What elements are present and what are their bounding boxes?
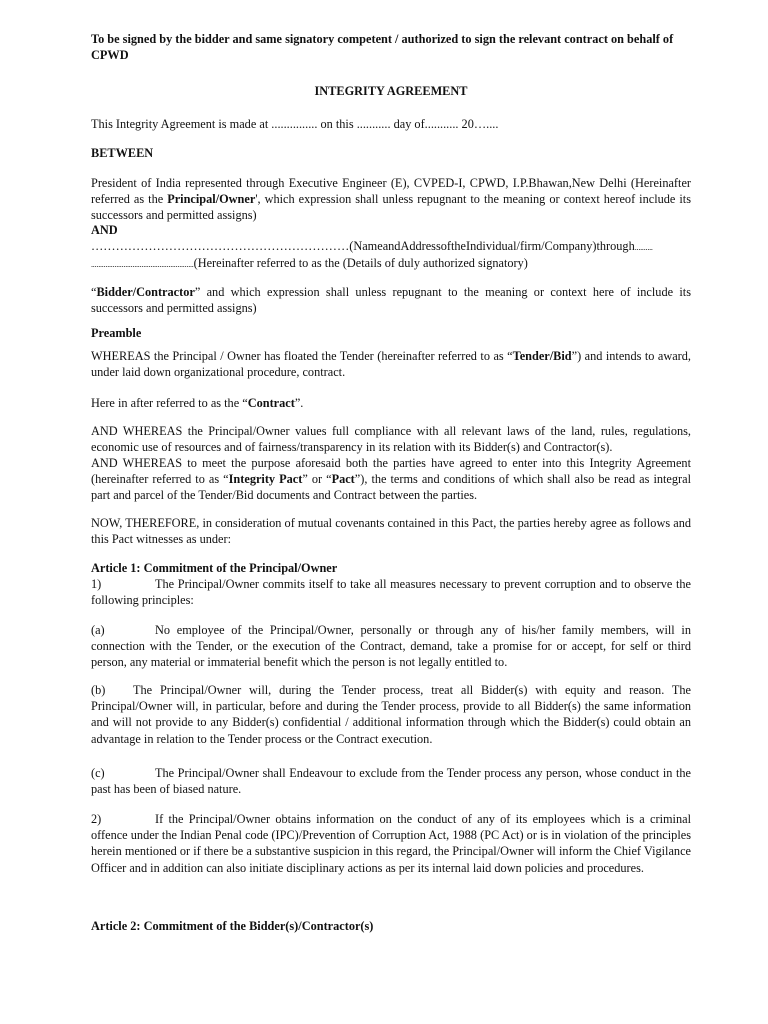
preamble-heading: Preamble: [91, 326, 142, 340]
bidder-contractor-term: Bidder/Contractor: [96, 285, 195, 299]
clause-c-label: (c): [91, 766, 105, 780]
whereas-purpose-paragraph: [91, 455, 691, 504]
article1-clause-c: [91, 765, 691, 797]
clause-c-text: The Principal/Owner shall Endeavour to exclude from the Tender process any person, whose conduct in the past has been of biased nature.: [91, 766, 691, 797]
contract-term: Contract: [247, 396, 295, 410]
contract-definition-start: Here in after referred to as the “: [91, 396, 248, 410]
whereas-purpose-end: ”), the terms and conditions of which shall also be read as integral part and parcel of the Tender/Bid documents and Contract between the parties.: [91, 472, 692, 503]
contract-definition-end: ”.: [294, 396, 304, 410]
whereas-purpose-mid: ” or “: [302, 472, 332, 487]
and-heading: AND: [91, 223, 118, 237]
article1-clause1: [91, 576, 691, 608]
between-heading: BETWEEN: [91, 146, 154, 160]
article1-clause-a: [91, 622, 691, 671]
principal-text-start: President of India represented through Executive Engineer (E), CVPED-I, CPWD, I.P.Bhawan,New Delhi (Hereinafter referred as the: [91, 176, 691, 207]
principal-paragraph: [91, 175, 691, 224]
article1-clause2: [91, 811, 691, 876]
signatory-line: [91, 255, 691, 273]
whereas-tender-paragraph: [91, 348, 691, 380]
signatory-blank: .........................................................: [91, 260, 194, 269]
bidder-through-blank: ..........: [634, 243, 653, 252]
article1-clause-b: [91, 682, 691, 747]
whereas-tender-start: WHEREAS the Principal / Owner has floated the Tender (hereinafter referred to as “: [91, 349, 513, 363]
clause2-text: If the Principal/Owner obtains information on the conduct of any of its employees which is a criminal offence under the Indian Penal code (IPC)/Prevention of Corruption Act, 1988 (PC Act) or is in violation of the principles herein mentioned or if there be a substantive suspicion in this regard, the Principal/Owner will inform the Chief Vigilance Officer and in addition can also initiate disciplinary actions as per its internal laid down policies and procedures.: [91, 812, 691, 875]
agreement-intro-line: This Integrity Agreement is made at ............... on this ........... day of........... 20…....: [91, 117, 499, 131]
now-therefore-paragraph: NOW, THEREFORE, in consideration of mutual covenants contained in this Pact, the parties hereby agree as follows and this Pact witnesses as under:: [91, 516, 691, 547]
article2-heading: Article 2: Commitment of the Bidder(s)/Contractor(s): [91, 919, 374, 933]
open-quote: “: [91, 285, 97, 299]
document-title: INTEGRITY AGREEMENT: [314, 84, 468, 98]
principal-owner-term: Principal/Owner: [167, 192, 256, 207]
bidder-definition-text: ” and which expression shall unless repugnant to the meaning or context here of include its successors and permitted assigns): [91, 285, 691, 316]
clause1-text: The Principal/Owner commits itself to take all measures necessary to prevent corruption and to observe the following principles:: [91, 577, 691, 608]
clause2-number: 2): [91, 812, 102, 826]
signing-instruction: To be signed by the bidder and same signatory competent / authorized to sign the relevant contract on behalf of CPWD: [91, 32, 674, 63]
bidder-name-blank: ………………………………………………………: [91, 239, 350, 253]
clause1-number: 1): [91, 577, 102, 591]
whereas-compliance-paragraph: AND WHEREAS the Principal/Owner values full compliance with all relevant laws of the land, rules, regulations, economic use of resources and of fairness/transparency in its relation with its Bidder(s) and Contractor(s).: [91, 424, 691, 455]
article1-heading: Article 1: Commitment of the Principal/Owner: [91, 561, 338, 575]
clause-a-text: No employee of the Principal/Owner, personally or through any of his/her family members, will in connection with the Tender, or the execution of the Contract, demand, take a promise for or accept, for self or third person, any material or immaterial benefit which the person is not legally entitled to.: [91, 623, 691, 670]
signatory-caption: (Hereinafter referred to as the (Details of duly authorized signatory): [193, 256, 528, 270]
tender-bid-term: Tender/Bid: [512, 349, 572, 363]
principal-text-end: ', which expression shall unless repugnant to the meaning or context hereof include its successors and permitted assigns): [91, 192, 691, 223]
whereas-tender-end: ”) and intends to award, under laid down organizational procedure, contract.: [91, 349, 692, 380]
clause-b-label: (b): [91, 683, 106, 697]
contract-definition-line: [91, 395, 691, 411]
clause-b-text: The Principal/Owner will, during the Tender process, treat all Bidder(s) with equity and reason. The Principal/Owner will, in particular, before and during the Tender process, provide to all Bidder(s) the same information and will not provide to any Bidder(s) confidential / additional information through which the Bidder(s) could obtain an advantage in relation to the Tender process or the Contract execution.: [91, 683, 691, 746]
clause-a-label: (a): [91, 623, 105, 637]
pact-term: Pact: [331, 472, 355, 487]
whereas-purpose-start: AND WHEREAS to meet the purpose aforesaid both the parties have agreed to enter into this Integrity Agreement (hereinafter referred to as “: [91, 456, 691, 487]
bidder-definition-paragraph: [91, 284, 691, 316]
bidder-name-line: [91, 238, 691, 256]
bidder-name-caption: (NameandAddressoftheIndividual/firm/Company)through: [349, 239, 635, 253]
integrity-pact-term: Integrity Pact: [228, 472, 303, 487]
